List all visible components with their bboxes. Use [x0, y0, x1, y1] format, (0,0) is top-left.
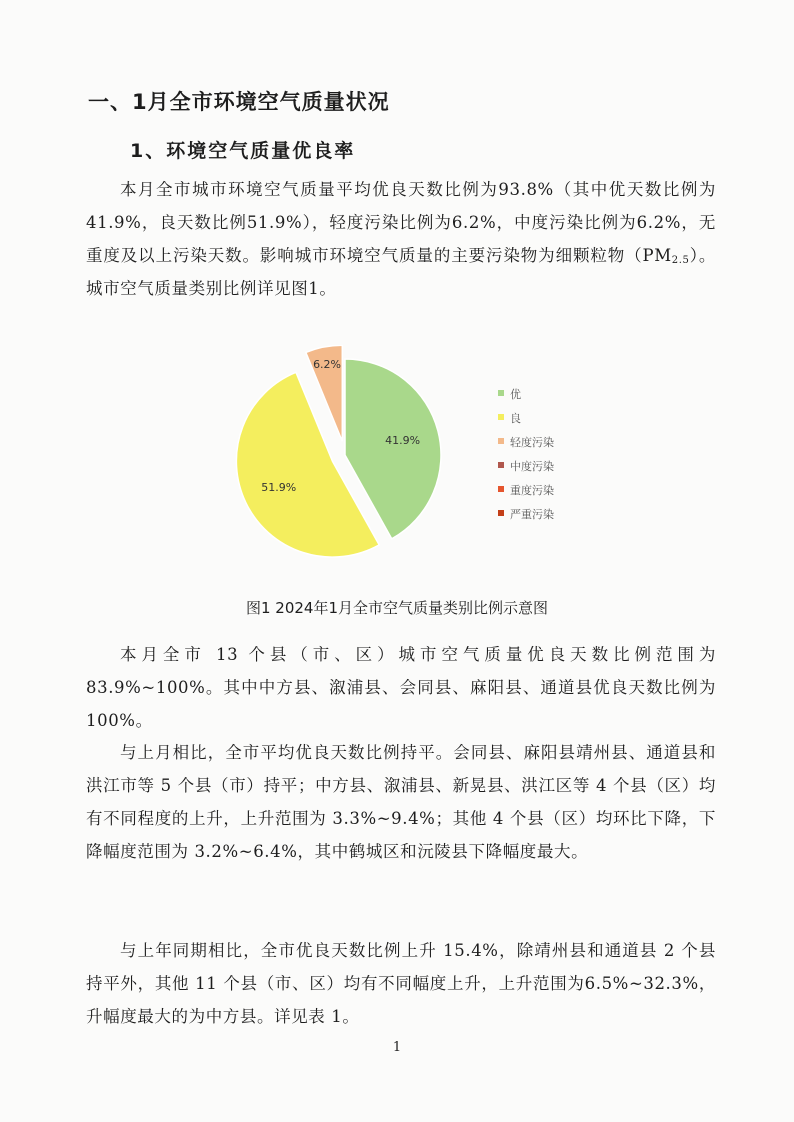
legend-swatch-4	[498, 462, 504, 468]
legend-label-6: 严重污染	[510, 508, 554, 521]
legend-label-3: 轻度污染	[510, 436, 554, 449]
pie-slice-label-1: 41.9%	[385, 434, 421, 448]
paragraph-good-rate	[86, 173, 716, 305]
figure-caption: 图1 2024年1月全市空气质量类别比例示意图	[245, 599, 549, 617]
legend-label-5: 重度污染	[510, 484, 554, 497]
paragraph-county-range: 本月全市 13 个县（市、区）城市空气质量优良天数比例范围为83.9%~100%。其中中方县、溆浦县、会同县、麻阳县、通道县优良天数比例为100%。	[86, 645, 716, 730]
air-quality-pie-chart	[230, 345, 610, 560]
legend-swatch-1	[498, 390, 504, 396]
legend-swatch-5	[498, 486, 504, 492]
legend-label-1: 优	[510, 388, 521, 401]
pie-slice-label-2: 51.9%	[261, 480, 297, 494]
legend-label-2: 良	[510, 412, 521, 425]
subsection-heading: 1、环境空气质量优良率	[130, 140, 356, 162]
paragraph-month-comparison: 与上月相比，全市平均优良天数比例持平。会同县、麻阳县靖州县、通道县和洪江市等 5 个县（市）持平；中方县、溆浦县、新晃县、洪江区等 4 个县（区）均有不同程度的上升，上升范围为 3.3%~9.4%；其他 4 个县（区）均环比下降，下降幅度范围为 3.2%~6.4%，其中鹤城区和沅陵县下降幅度最大。	[86, 743, 716, 861]
paragraph-good-rate-tail: ）。城市空气质量类别比例详见图1。	[86, 246, 716, 298]
pm-subscript: 2.5	[671, 255, 690, 266]
legend-swatch-6	[498, 510, 504, 516]
paragraph-year-comparison: 与上年同期相比，全市优良天数比例上升 15.4%，除靖州县和通道县 2 个县持平外，其他 11 个县（市、区）均有不同幅度上升，上升范围为6.5%~32.3%，升幅度最大的为中方县。详见表 1。	[86, 941, 716, 1026]
page-number: 1	[392, 1040, 402, 1055]
pie-slice-label-3: 6.2%	[313, 358, 342, 372]
legend-swatch-3	[498, 438, 504, 444]
legend-swatch-2	[498, 414, 504, 420]
section-heading: 一、1月全市环境空气质量状况	[88, 90, 390, 114]
paragraph-good-rate-text: 本月全市城市环境空气质量平均优良天数比例为93.8%（其中优天数比例为41.9%，良天数比例51.9%），轻度污染比例为6.2%，中度污染比例为6.2%，无重度及以上污染天数。影响城市环境空气质量的主要污染物为细颗粒物（PM	[86, 180, 716, 265]
legend-label-4: 中度污染	[510, 460, 554, 473]
